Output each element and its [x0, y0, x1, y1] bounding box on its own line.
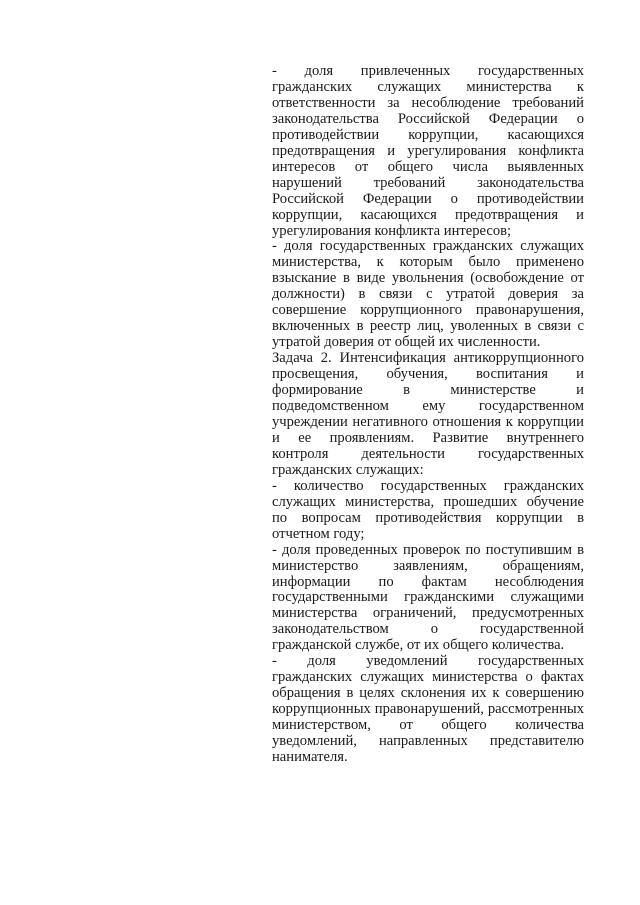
- paragraph-training-count: - количество государственных гражданских служащих министерства, прошедших обучение по вопросам противодействия коррупции в отчетном году;: [272, 477, 584, 542]
- paragraph-task-2: Задача 2. Интенсификация антикоррупционного просвещения, обучения, воспитания и формирование в министерстве и подведомственном ему государственном учреждении негативного отношения к коррупции и ее проявлениям. Развитие внутреннего контроля деятельности государственных гражданских служащих:: [272, 350, 584, 478]
- paragraph-notifications-share: - доля уведомлений государственных гражданских служащих министерства о фактах обращения в целях склонения их к совершению коррупционных правонарушений, рассмотренных министерством, от общего количества уведомлений, направленных представителю нанимателя.: [272, 653, 584, 765]
- paragraph-share-dismissed: - доля государственных гражданских служащих министерства, к которым было применено взыскание в виде увольнения (освобождение от должности) в связи с утратой доверия за совершение коррупционного правонарушения, включенных в реестр лиц, уволенных в связи с утратой доверия от общей их численности.: [272, 238, 584, 351]
- paragraph-inspections-share: - доля проведенных проверок по поступившим в министерство заявлениям, обращениям, информации по фактам несоблюдения государственными гражданскими служащими министерства ограничений, предусмотренных законодательством о государственной гражданской службе, от их общего количества.: [272, 541, 584, 654]
- document-text: [272, 64, 584, 766]
- paragraph-share-held-liable: - доля привлеченных государственных гражданских служащих министерства к ответственности за несоблюдение требований законодательства Российской Федерации о противодействии коррупции, касающихся предотвращения и урегулирования конфликта интересов от общего числа выявленных нарушений требований законодательства Российской Федерации о противодействии коррупции, касающихся предотвращения и урегулирования конфликта интересов;: [272, 63, 584, 239]
